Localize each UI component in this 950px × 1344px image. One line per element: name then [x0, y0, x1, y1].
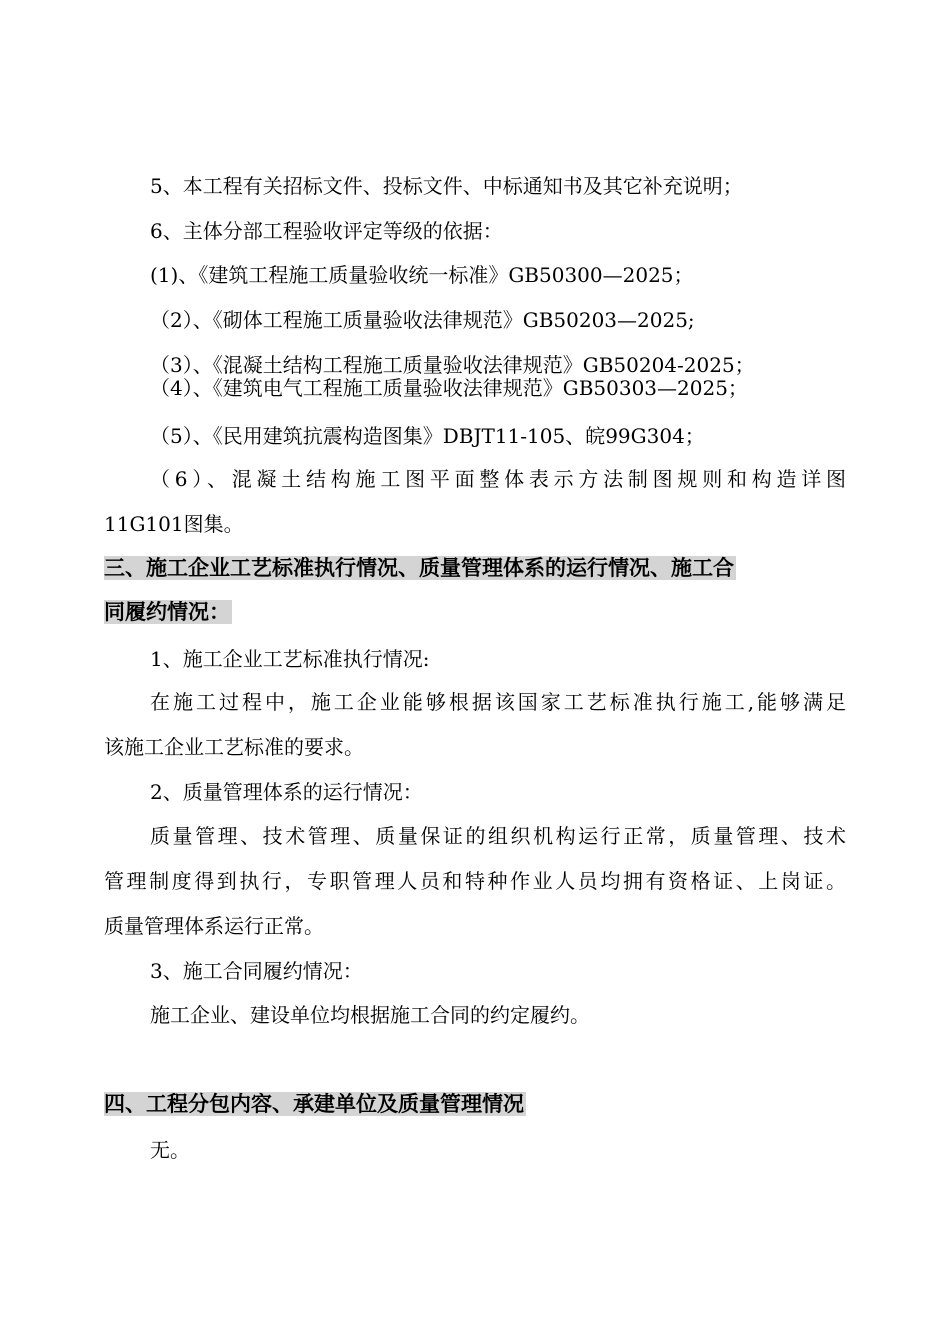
section-3-item-2-body-3: 质量管理体系运行正常。: [104, 914, 324, 938]
section-3-item-1-body-2: 该施工企业工艺标准的要求。: [104, 735, 364, 759]
section-3-heading-cont: [104, 598, 232, 626]
section-3-heading: [104, 554, 736, 582]
section-3-item-2-body-1: 质量管理、技术管理、质量保证的组织机构运行正常，质量管理、技术: [150, 824, 846, 848]
section-4-heading-text: 四、工程分包内容、承建单位及质量管理情况: [104, 1092, 524, 1116]
section-4-heading: [104, 1090, 526, 1118]
standard-item-5: （5）、《民用建筑抗震构造图集》DBJT11-105、皖99G304；: [150, 424, 705, 448]
standard-item-4: （4）、《建筑电气工程施工质量验收法律规范》GB50303—2025；: [150, 376, 748, 400]
standard-item-6: （6）、混凝土结构施工图平面整体表示方法制图规则和构造详图: [150, 467, 846, 491]
standard-item-1: (1)、《建筑工程施工质量验收统一标准》GB50300—2025；: [150, 263, 694, 287]
standard-item-2: （2）、《砌体工程施工质量验收法律规范》GB50203—2025;: [150, 308, 695, 332]
section-3-item-2-body-2: 管理制度得到执行，专职管理人员和特种作业人员均拥有资格证、上岗证。: [104, 869, 846, 893]
section-3-heading-line1: 三、施工企业工艺标准执行情况、质量管理体系的运行情况、施工合: [104, 556, 734, 580]
section-3-item-2-title: 2、质量管理体系的运行情况：: [150, 780, 423, 804]
basis-item-6: 6、主体分部工程验收评定等级的依据：: [150, 219, 503, 243]
section-3-item-3-title: 3、施工合同履约情况：: [150, 959, 363, 983]
section-3-item-1-title: 1、施工企业工艺标准执行情况:: [150, 647, 430, 671]
standard-item-3: （3）、《混凝土结构工程施工质量验收法律规范》GB50204-2025；: [150, 353, 755, 377]
basis-item-5: 5、本工程有关招标文件、投标文件、中标通知书及其它补充说明；: [150, 174, 743, 198]
section-3-item-3-body: 施工企业、建设单位均根据施工合同的约定履约。: [150, 1003, 590, 1027]
section-4-body: 无。: [150, 1138, 190, 1162]
section-3-item-1-body-1: 在施工过程中，施工企业能够根据该国家工艺标准执行施工,能够满足: [150, 690, 846, 714]
section-3-heading-line2: 同履约情况：: [104, 600, 230, 624]
standard-item-6-continued: 11G101图集。: [104, 512, 244, 536]
